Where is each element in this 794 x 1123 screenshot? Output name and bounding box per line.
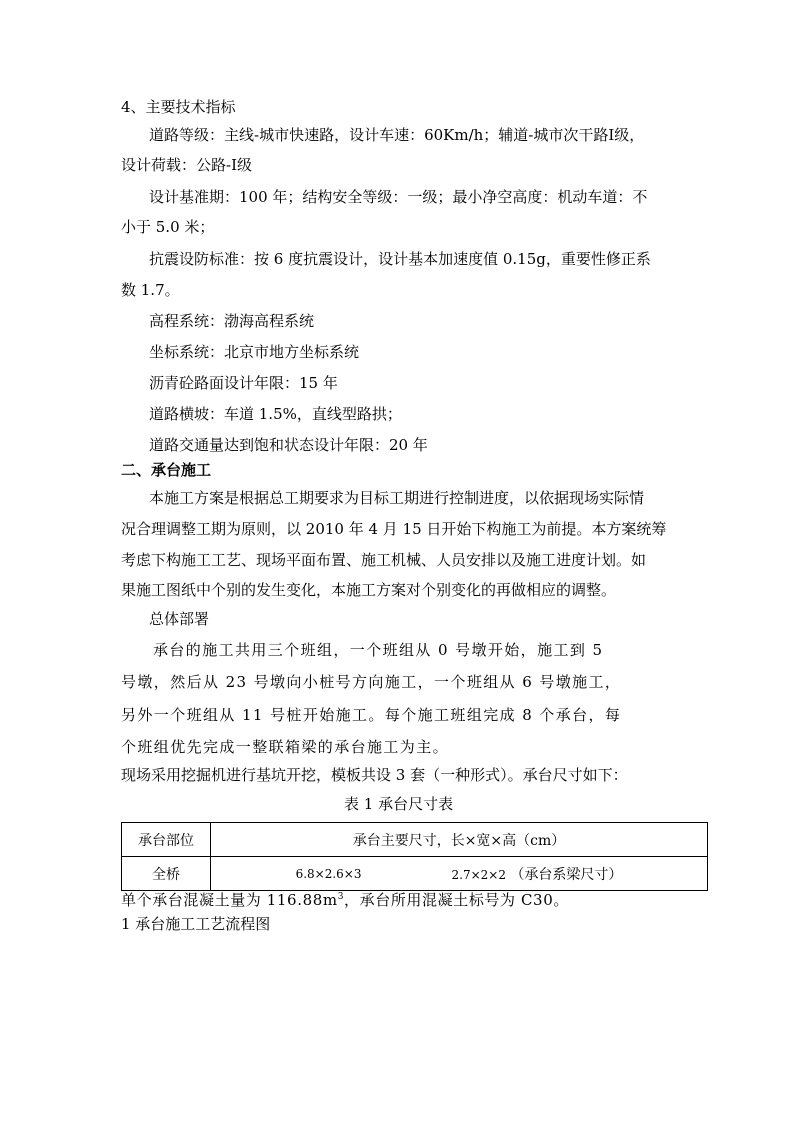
- section-2-heading: 二、承台施工: [121, 461, 212, 479]
- excavation-line: 现场采用挖掘机进行基坑开挖，模板共设 3 套（一种形式）。承台尺寸如下：: [121, 766, 628, 784]
- table-header-cell: 承台部位: [122, 823, 211, 857]
- paragraph-line: 道路交通量达到饱和状态设计年限：20 年: [149, 436, 428, 454]
- tie-beam-dimension: 2.7×2×2: [451, 867, 506, 882]
- paragraph-line: 果施工图纸中个别的发生变化，本施工方案对个别变化的再做相应的调整。: [121, 581, 617, 599]
- paragraph-line: 数 1.7。: [121, 281, 180, 299]
- flowchart-title: 1 承台施工工艺流程图: [121, 915, 271, 933]
- paragraph-line: 设计荷载：公路-Ⅰ级: [121, 156, 252, 174]
- concrete-grade-text: ，承台所用混凝土标号为 C30。: [344, 891, 569, 909]
- deployment-title: 总体部署: [149, 610, 210, 628]
- table-caption: 表 1 承台尺寸表: [344, 795, 454, 813]
- paragraph-line: 另外一个班组从 11 号桩开始施工。每个施工班组完成 8 个承台，每: [121, 706, 622, 724]
- paragraph-line: 道路横坡：车道 1.5%，直线型路拱；: [149, 405, 402, 423]
- concrete-volume-text: 单个承台混凝土量为 116.88m: [121, 891, 338, 909]
- dimension-table: [121, 822, 708, 891]
- paragraph-line: 号墩，然后从 23 号墩向小桩号方向施工，一个班组从 6 号墩施工，: [121, 673, 622, 691]
- paragraph-line: 考虑下构施工工艺、现场平面布置、施工机械、人员安排以及施工进度计划。如: [121, 551, 647, 569]
- tie-beam-note: （承台系梁尺寸）: [510, 866, 623, 883]
- paragraph-line: 坐标系统：北京市地方坐标系统: [149, 343, 360, 361]
- paragraph-line: 承台的施工共用三个班组，一个班组从 0 号墩开始，施工到 5: [153, 641, 604, 659]
- paragraph-line: 抗震设防标准：按 6 度抗震设计，设计基本加速度值 0.15g，重要性修正系: [149, 250, 651, 268]
- paragraph-line: 个班组优先完成一整联箱梁的承台施工为主。: [121, 738, 450, 756]
- concrete-volume-line: [121, 890, 569, 910]
- table-header-row: [122, 823, 708, 857]
- table-header-cell: 承台主要尺寸，长×宽×高（cm）: [211, 823, 708, 857]
- paragraph-line: 道路等级：主线-城市快速路，设计车速：60Km/h；辅道-城市次干路Ⅰ级，: [149, 126, 645, 144]
- paragraph-line: 本施工方案是根据总工期要求为目标工期进行控制进度，以依据现场实际情: [149, 489, 645, 507]
- section-4-title: 4、主要技术指标: [121, 98, 236, 116]
- pile-cap-dimension: 6.8×2.6×3: [295, 866, 362, 881]
- paragraph-line: 小于 5.0 米；: [121, 218, 215, 236]
- paragraph-line: 况合理调整工期为原则，以 2010 年 4 月 15 日开始下构施工为前提。本方案统筹: [121, 520, 667, 538]
- table-cell: 全桥: [122, 857, 211, 891]
- unit-superscript: 3: [337, 892, 345, 902]
- table-cell: [211, 857, 708, 891]
- paragraph-line: 高程系统：渤海高程系统: [149, 312, 315, 330]
- paragraph-line: 设计基准期：100 年；结构安全等级：一级；最小净空高度：机动车道：不: [149, 188, 648, 206]
- table-row: [122, 857, 708, 891]
- paragraph-line: 沥青砼路面设计年限：15 年: [149, 374, 338, 392]
